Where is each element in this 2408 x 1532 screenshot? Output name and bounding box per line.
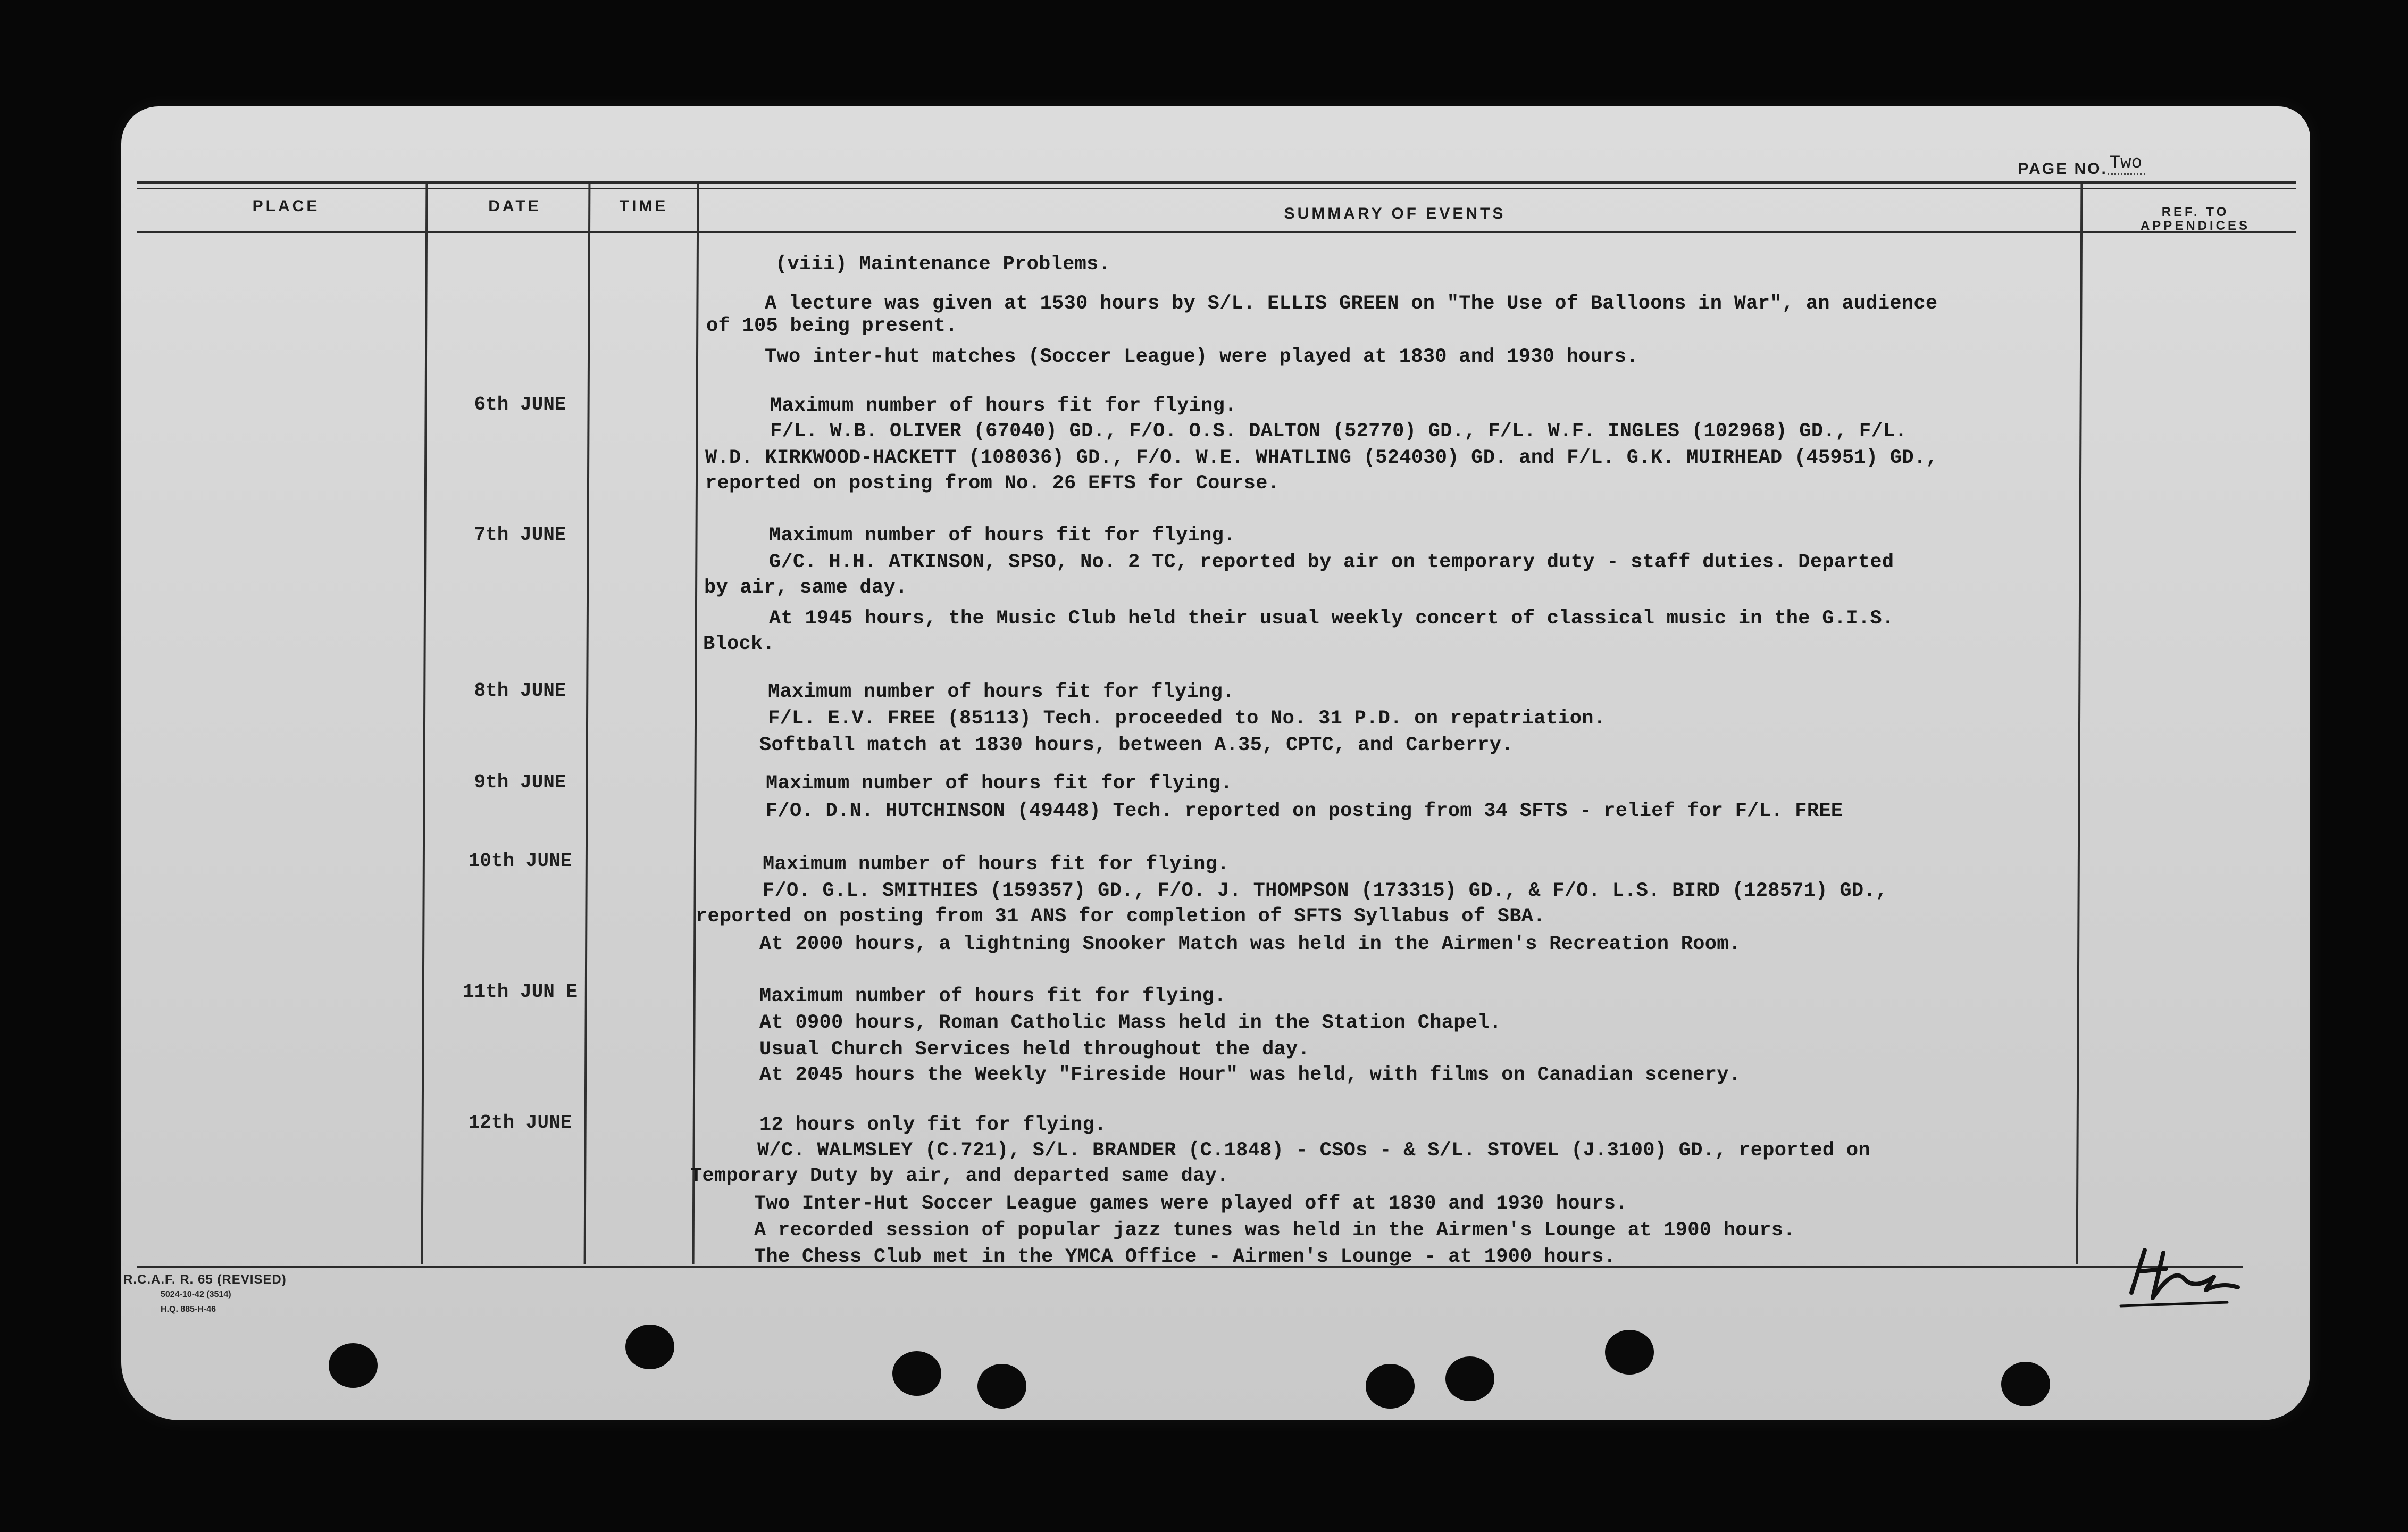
- page-number-value: Two: [2108, 153, 2145, 175]
- summary-line: F/O. G.L. SMITHIES (159357) GD., F/O. J. THOMPSON (173315) GD., & F/O. L.S. BIRD (128571) GD.,: [763, 880, 1888, 902]
- date-entry: 10th JUNE: [468, 850, 572, 872]
- date-entry: 6th JUNE: [474, 394, 566, 415]
- binder-hole: [329, 1343, 378, 1388]
- column-header-summary: SUMMARY OF EVENTS: [1284, 205, 1506, 222]
- form-reference-line3: H.Q. 885-H-46: [161, 1305, 216, 1314]
- column-header-ref-line2: APPENDICES: [2140, 219, 2251, 233]
- binder-hole: [1366, 1364, 1415, 1409]
- summary-line: W.D. KIRKWOOD-HACKETT (108036) GD., F/O. W.E. WHATLING (524030) GD. and F/L. G.K. MUIRHEAD (45951) GD.,: [705, 447, 1938, 469]
- summary-line: Maximum number of hours fit for flying.: [763, 853, 1230, 876]
- summary-line: A recorded session of popular jazz tunes was held in the Airmen's Lounge at 1900 hours.: [754, 1219, 1795, 1242]
- summary-line: F/L. E.V. FREE (85113) Tech. proceeded to No. 31 P.D. on repatriation.: [768, 707, 1606, 730]
- binder-hole: [2001, 1362, 2050, 1406]
- summary-line: Maximum number of hours fit for flying.: [768, 681, 1235, 703]
- date-entry: 7th JUNE: [474, 524, 566, 546]
- date-entry: 11th JUN E: [462, 981, 578, 1003]
- column-header-time: TIME: [619, 197, 668, 215]
- summary-line: At 2000 hours, a lightning Snooker Match was held in the Airmen's Recreation Room.: [759, 933, 1741, 955]
- summary-line: Usual Church Services held throughout the day.: [759, 1038, 1310, 1061]
- form-reference-line1: R.C.A.F. R. 65 (REVISED): [123, 1272, 287, 1287]
- column-header-place: PLACE: [252, 197, 320, 215]
- date-entry: 8th JUNE: [474, 680, 566, 702]
- summary-line: Temporary Duty by air, and departed same day.: [690, 1165, 1229, 1187]
- divider-summary-ref: [2076, 184, 2083, 1264]
- summary-line: At 1945 hours, the Music Club held their usual weekly concert of classical music in the G.I.S.: [769, 607, 1894, 630]
- header-rule-top-2: [137, 188, 2296, 189]
- summary-line: Block.: [703, 633, 775, 655]
- summary-line: A lecture was given at 1530 hours by S/L. ELLIS GREEN on "The Use of Balloons in War", an audience: [765, 293, 1938, 315]
- summary-line: Maximum number of hours fit for flying.: [766, 772, 1233, 795]
- column-header-ref: [2089, 205, 2302, 233]
- record-sheet: [121, 106, 2310, 1420]
- divider-place-date: [421, 184, 428, 1264]
- date-entry: 9th JUNE: [474, 771, 566, 793]
- form-reference-line2: 5024-10-42 (3514): [161, 1290, 231, 1299]
- form-reference: [123, 1272, 287, 1317]
- divider-time-summary: [692, 184, 699, 1264]
- binder-hole: [892, 1351, 941, 1396]
- summary-line: F/O. D.N. HUTCHINSON (49448) Tech. reported on posting from 34 SFTS - relief for F/L. FREE: [766, 800, 1843, 822]
- summary-line: reported on posting from No. 26 EFTS for Course.: [705, 472, 1280, 495]
- column-header-ref-line1: REF. TO: [2161, 205, 2229, 219]
- binder-hole: [977, 1364, 1026, 1409]
- binder-hole: [625, 1325, 674, 1369]
- column-header-date: DATE: [488, 197, 541, 215]
- summary-line: Two Inter-Hut Soccer League games were played off at 1830 and 1930 hours.: [754, 1193, 1628, 1215]
- summary-line: W/C. WALMSLEY (C.721), S/L. BRANDER (C.1848) - CSOs - & S/L. STOVEL (J.3100) GD., reported on: [757, 1139, 1870, 1162]
- summary-line: Maximum number of hours fit for flying.: [759, 985, 1226, 1008]
- summary-line: At 0900 hours, Roman Catholic Mass held in the Station Chapel.: [759, 1012, 1502, 1034]
- summary-line: 12 hours only fit for flying.: [759, 1114, 1107, 1136]
- page-number-label: PAGE NO.: [2018, 160, 2108, 178]
- summary-line: Maximum number of hours fit for flying.: [769, 524, 1236, 547]
- summary-line: reported on posting from 31 ANS for completion of SFTS Syllabus of SBA.: [696, 905, 1545, 928]
- summary-line: At 2045 hours the Weekly "Fireside Hour" was held, with films on Canadian scenery.: [759, 1064, 1741, 1086]
- summary-line: The Chess Club met in the YMCA Office - Airmen's Lounge - at 1900 hours.: [754, 1246, 1616, 1268]
- date-entry: 12th JUNE: [468, 1112, 572, 1134]
- signature-initials: [2116, 1239, 2275, 1314]
- page-number: [2018, 153, 2145, 180]
- summary-line: F/L. W.B. OLIVER (67040) GD., F/O. O.S. DALTON (52770) GD., F/L. W.F. INGLES (102968) GD., F/L.: [770, 420, 1907, 443]
- summary-line: G/C. H.H. ATKINSON, SPSO, No. 2 TC, reported by air on temporary duty - staff duties. Departed: [769, 551, 1894, 573]
- summary-line: Maximum number of hours fit for flying.: [770, 395, 1237, 417]
- divider-date-time: [584, 184, 591, 1264]
- header-rule-bottom: [137, 231, 2296, 233]
- summary-line: (viii) Maintenance Problems.: [775, 253, 1111, 276]
- binder-hole: [1445, 1356, 1494, 1401]
- header-rule-top: [137, 181, 2296, 184]
- summary-line: of 105 being present.: [706, 315, 958, 337]
- summary-line: Softball match at 1830 hours, between A.35, CPTC, and Carberry.: [759, 734, 1514, 756]
- summary-line: by air, same day.: [704, 577, 908, 599]
- binder-hole: [1605, 1330, 1654, 1375]
- summary-line: Two inter-hut matches (Soccer League) were played at 1830 and 1930 hours.: [765, 346, 1638, 368]
